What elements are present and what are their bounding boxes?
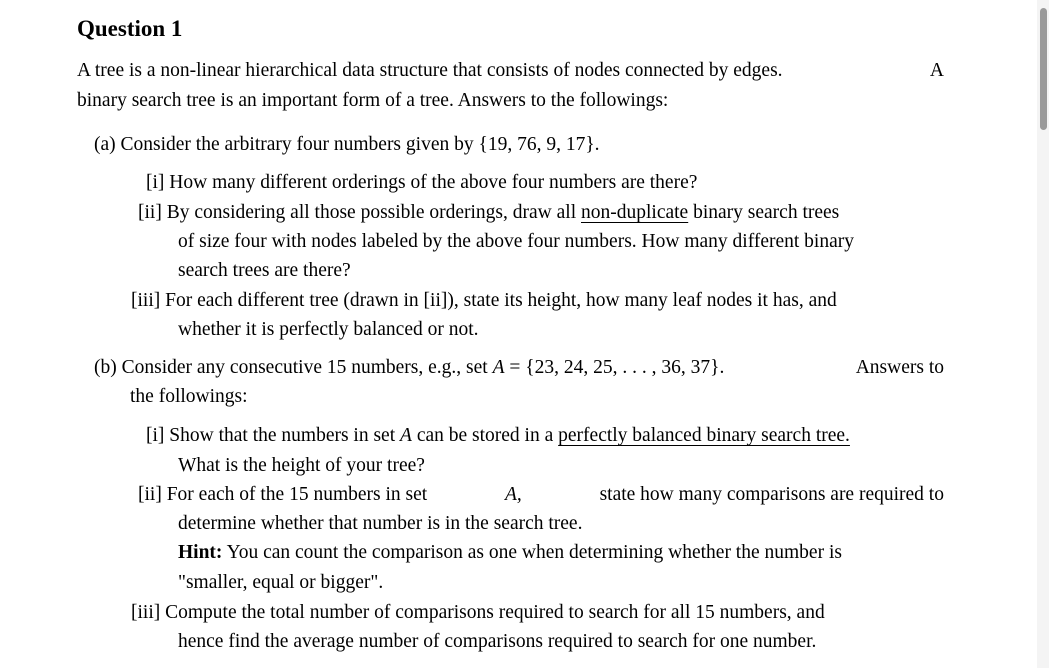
part-b-iii-line-2: hence find the average number of comparisons required to search for one number. [178,631,817,652]
part-b-i-line-2: What is the height of your tree? [178,455,425,476]
part-b-ii-text-a: [ii] For each of the 15 numbers in set [138,484,428,505]
part-b-i-text-b: can be stored in a [416,425,554,446]
set-a-variable: A [492,357,505,378]
part-a-stem: (a) Consider the arbitrary four numbers given by {19, 76, 9, 17}. [94,134,600,155]
intro-text-1b: A [929,60,944,81]
intro-line-2: binary search tree is an important form of a tree. Answers to the followings: [77,90,669,111]
part-b-stem-line-1 [94,356,944,380]
scrollbar-thumb[interactable] [1040,8,1047,130]
part-b-stem-line-2: the followings: [130,386,248,407]
part-b-ii-line-1 [138,483,944,507]
intro-text-1a: A tree is a non-linear hierarchical data structure that consists of nodes connected by edges. [77,60,783,81]
part-b-set-definition: = {23, 24, 25, . . . , 36, 37}. [509,357,725,378]
hint-line-2: "smaller, equal or bigger". [178,572,384,593]
part-a-ii-line-3: search trees are there? [178,260,351,281]
part-a-ii-line-1 [138,201,944,225]
non-duplicate-underlined: non-duplicate [581,202,689,223]
part-a-ii-line-2: of size four with nodes labeled by the above four numbers. How many different binary [178,231,854,252]
part-b-stem-lead [94,356,724,380]
part-a-i: [i] How many different orderings of the above four numbers are there? [146,172,698,193]
part-a-iii-line-1: [iii] For each different tree (drawn in [ii]), state its height, how many leaf nodes it has, and [131,290,837,311]
part-a-ii-text-a: [ii] By considering all those possible orderings, draw all [138,202,577,223]
question-title: Question 1 [77,16,183,41]
part-a-ii-text-b: binary search trees [693,202,840,223]
part-b-i-text-a: [i] Show that the numbers in set [146,425,396,446]
set-a-variable-3: A, [504,484,522,505]
perfectly-balanced-underlined: perfectly balanced binary search tree. [558,425,850,446]
vertical-scrollbar[interactable] [1037,0,1049,668]
part-b-iii-line-1: [iii] Compute the total number of comparisons required to search for all 15 numbers, and [131,602,825,623]
part-a-iii-line-2: whether it is perfectly balanced or not. [178,319,479,340]
part-b-i-line-1 [146,424,944,448]
part-b-ii-line-2: determine whether that number is in the search tree. [178,513,583,534]
hint-line-1 [178,541,944,565]
part-b-ii-text-b: state how many comparisons are required to [599,484,944,505]
part-b-stem-text-c: Answers to [855,357,944,378]
part-b-stem-text-a: (b) Consider any consecutive 15 numbers, e.g., set [94,357,488,378]
hint-text-1: You can count the comparison as one when determining whether the number is [226,542,842,563]
set-a-variable-2: A [400,425,412,446]
hint-label: Hint: [178,542,223,563]
intro-line-1 [77,59,944,83]
